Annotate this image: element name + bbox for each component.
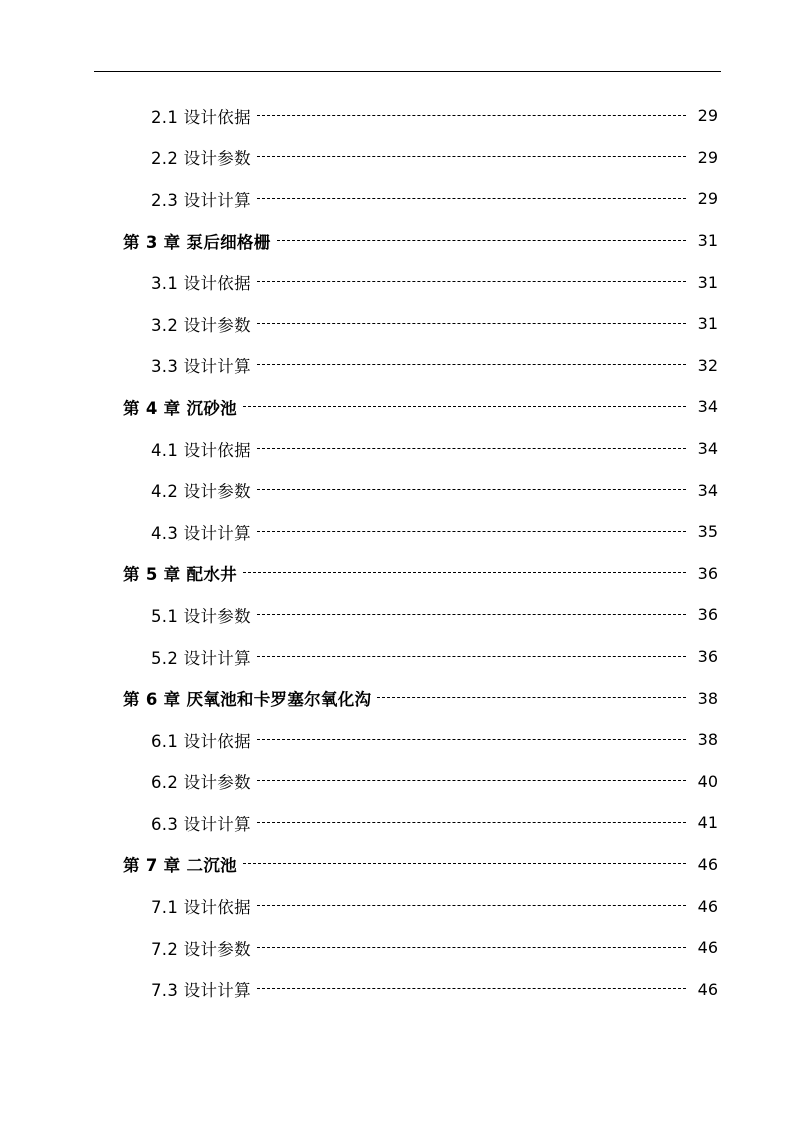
toc-dot-leader (257, 822, 686, 824)
toc-section-entry[interactable] (0, 594, 794, 636)
toc-page-number: 31 (697, 272, 718, 292)
toc-section-entry[interactable] (0, 761, 794, 803)
toc-page-number: 46 (697, 938, 718, 958)
toc-entry-title: 第 4 章 沉砂池 (123, 398, 237, 418)
toc-section-entry[interactable] (0, 428, 794, 470)
toc-dot-leader (377, 697, 686, 699)
toc-page-number: 46 (697, 854, 718, 874)
toc-chapter-entry[interactable] (0, 677, 794, 719)
header-rule (94, 71, 721, 72)
toc-page-number: 38 (697, 730, 718, 750)
toc-page-number: 34 (697, 439, 718, 459)
toc-entry-title: 3.1 设计依据 (151, 274, 251, 294)
toc-section-entry[interactable] (0, 802, 794, 844)
toc-section-entry[interactable] (0, 719, 794, 761)
toc-dot-leader (243, 406, 686, 408)
toc-entry-title: 第 7 章 二沉池 (123, 856, 237, 876)
toc-dot-leader (257, 364, 686, 366)
toc-dot-leader (257, 905, 686, 907)
toc-entry-title: 4.3 设计计算 (151, 523, 251, 543)
toc-dot-leader (257, 281, 686, 283)
toc-dot-leader (257, 323, 686, 325)
toc-page-number: 41 (697, 813, 718, 833)
toc-entry-title: 2.2 设计参数 (151, 149, 251, 169)
toc-entry-title: 7.3 设计计算 (151, 981, 251, 1001)
toc-dot-leader (257, 739, 686, 741)
toc-entry-title: 5.2 设计计算 (151, 648, 251, 668)
toc-dot-leader (257, 614, 686, 616)
toc-page-number: 36 (697, 605, 718, 625)
toc-section-entry[interactable] (0, 345, 794, 387)
toc-dot-leader (257, 531, 686, 533)
table-of-contents (0, 95, 794, 1010)
toc-section-entry[interactable] (0, 469, 794, 511)
toc-entry-title: 6.3 设计计算 (151, 814, 251, 834)
toc-entry-title: 7.2 设计参数 (151, 939, 251, 959)
toc-page-number: 36 (697, 647, 718, 667)
toc-entry-title: 3.3 设计计算 (151, 357, 251, 377)
toc-section-entry[interactable] (0, 95, 794, 137)
toc-section-entry[interactable] (0, 968, 794, 1010)
toc-entry-title: 2.3 设计计算 (151, 190, 251, 210)
toc-page-number: 46 (697, 896, 718, 916)
toc-entry-title: 第 6 章 厌氧池和卡罗塞尔氧化沟 (123, 690, 372, 710)
toc-entry-title: 5.1 设计参数 (151, 606, 251, 626)
toc-page-number: 29 (697, 147, 718, 167)
toc-entry-title: 7.1 设计依据 (151, 898, 251, 918)
toc-dot-leader (243, 572, 686, 574)
toc-section-entry[interactable] (0, 636, 794, 678)
toc-chapter-entry[interactable] (0, 844, 794, 886)
toc-section-entry[interactable] (0, 927, 794, 969)
toc-chapter-entry[interactable] (0, 553, 794, 595)
toc-page-number: 32 (697, 355, 718, 375)
toc-page-number: 46 (697, 979, 718, 999)
toc-section-entry[interactable] (0, 137, 794, 179)
toc-dot-leader (257, 156, 686, 158)
toc-page-number: 34 (697, 397, 718, 417)
toc-page-number: 29 (697, 189, 718, 209)
toc-dot-leader (257, 448, 686, 450)
toc-page-number: 35 (697, 522, 718, 542)
toc-page-number: 29 (697, 106, 718, 126)
toc-page-number: 40 (697, 771, 718, 791)
toc-dot-leader (257, 988, 686, 990)
toc-page-number: 31 (697, 314, 718, 334)
toc-section-entry[interactable] (0, 261, 794, 303)
toc-dot-leader (277, 240, 686, 242)
toc-entry-title: 第 5 章 配水井 (123, 565, 237, 585)
toc-chapter-entry[interactable] (0, 386, 794, 428)
toc-dot-leader (257, 947, 686, 949)
toc-dot-leader (257, 656, 686, 658)
toc-dot-leader (257, 115, 686, 117)
toc-entry-title: 6.1 设计依据 (151, 731, 251, 751)
toc-dot-leader (257, 780, 686, 782)
toc-dot-leader (257, 489, 686, 491)
toc-section-entry[interactable] (0, 511, 794, 553)
toc-entry-title: 2.1 设计依据 (151, 107, 251, 127)
toc-entry-title: 4.2 设计参数 (151, 482, 251, 502)
toc-page-number: 31 (697, 231, 718, 251)
toc-dot-leader (243, 863, 686, 865)
toc-entry-title: 3.2 设计参数 (151, 315, 251, 335)
toc-section-entry[interactable] (0, 303, 794, 345)
toc-entry-title: 第 3 章 泵后细格栅 (123, 232, 271, 252)
toc-page-number: 34 (697, 480, 718, 500)
toc-entry-title: 6.2 设计参数 (151, 773, 251, 793)
toc-entry-title: 4.1 设计依据 (151, 440, 251, 460)
toc-page-number: 36 (697, 563, 718, 583)
toc-page-number: 38 (697, 688, 718, 708)
toc-dot-leader (257, 198, 686, 200)
toc-section-entry[interactable] (0, 885, 794, 927)
toc-chapter-entry[interactable] (0, 220, 794, 262)
toc-section-entry[interactable] (0, 178, 794, 220)
